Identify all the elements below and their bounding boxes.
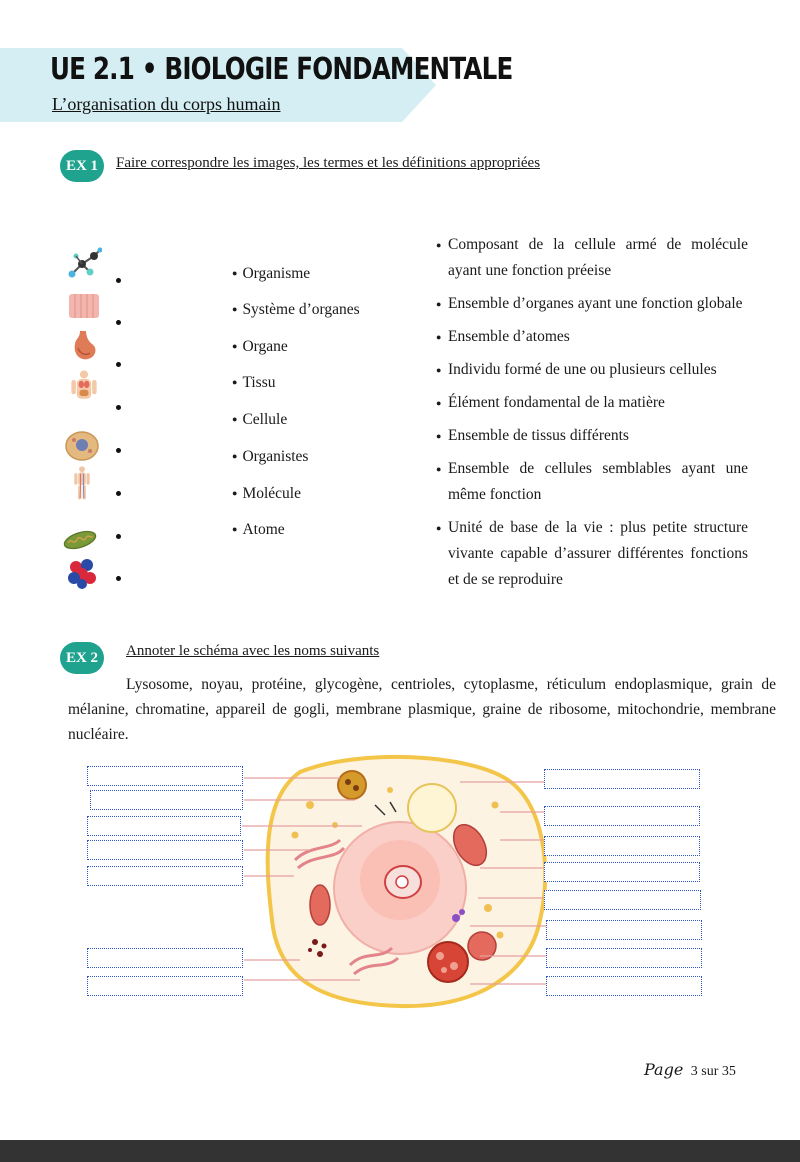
- annotation-box[interactable]: [87, 766, 243, 786]
- annotation-box[interactable]: [544, 806, 700, 826]
- tissue-icon: [66, 288, 102, 324]
- annotation-box[interactable]: [87, 948, 243, 968]
- human-body-icon: [64, 466, 100, 502]
- ex2-badge: EX 2: [60, 642, 104, 674]
- image-match-dot[interactable]: [116, 278, 121, 283]
- definition-item[interactable]: ● Ensemble de tissus différents: [436, 423, 748, 449]
- annotation-box[interactable]: [544, 890, 701, 910]
- term-item[interactable]: ● Tissu: [232, 374, 275, 392]
- annotation-box[interactable]: [87, 816, 241, 836]
- page-word: Page: [644, 1060, 684, 1079]
- term-item[interactable]: ● Système d’organes: [232, 301, 360, 319]
- definition-item[interactable]: ● Ensemble d’atomes: [436, 324, 748, 350]
- image-match-dot[interactable]: [116, 534, 121, 539]
- page-title: UE 2.1 • BIOLOGIE FONDAMENTALE: [50, 52, 513, 87]
- term-item[interactable]: ● Cellule: [232, 411, 287, 429]
- annotation-word-list: Lysosome, noyau, protéine, glycogène, centrioles, cytoplasme, réticulum endoplasmique, grain de mélanine, chromatine, appareil de gogli, membrane plasmique, graine de ribosome, mitochondrie, membrane nucléaire.: [68, 676, 776, 743]
- definition-item[interactable]: ● Composant de la cellule armé de molécule ayant une fonction préeise: [436, 232, 748, 284]
- image-match-dot[interactable]: [116, 491, 121, 496]
- annotation-box[interactable]: [544, 836, 700, 856]
- image-match-dot[interactable]: [116, 320, 121, 325]
- term-item[interactable]: ● Molécule: [232, 485, 301, 503]
- stomach-icon: [66, 328, 102, 364]
- definition-item[interactable]: ● Unité de base de la vie : plus petite structure vivante capable d’assurer différentes fonctions et de se reproduire: [436, 515, 748, 593]
- definition-item[interactable]: ● Ensemble de cellules semblables ayant une même fonction: [436, 456, 748, 508]
- term-item[interactable]: ● Atome: [232, 521, 285, 539]
- footer-bar: [0, 1140, 800, 1162]
- organ-system-icon: [66, 370, 102, 406]
- image-match-dot[interactable]: [116, 576, 121, 581]
- image-match-dot[interactable]: [116, 448, 121, 453]
- term-item[interactable]: ● Organe: [232, 338, 288, 356]
- image-match-dot[interactable]: [116, 405, 121, 410]
- page-info: 3 sur 35: [690, 1064, 736, 1079]
- definition-item[interactable]: ● Individu formé de une ou plusieurs cellules: [436, 357, 748, 383]
- ex1-badge: EX 1: [60, 150, 104, 182]
- molecule-icon: [66, 246, 102, 282]
- annotation-box[interactable]: [546, 948, 702, 968]
- page-number: [644, 1060, 736, 1080]
- annotation-box[interactable]: [87, 976, 243, 996]
- page-subtitle: L’organisation du corps humain: [52, 94, 281, 114]
- term-item[interactable]: ● Organisme: [232, 265, 310, 283]
- definition-item[interactable]: ● Élément fondamental de la matière: [436, 390, 748, 416]
- image-match-dot[interactable]: [116, 362, 121, 367]
- definition-item[interactable]: ● Ensemble d’organes ayant une fonction globale: [436, 291, 748, 317]
- definitions-list: [436, 232, 748, 600]
- ex2-instruction: Annoter le schéma avec les noms suivants: [126, 643, 380, 659]
- cell-icon: [64, 428, 100, 464]
- annotation-box[interactable]: [544, 862, 700, 882]
- mitochondria-icon: [62, 522, 98, 558]
- annotation-box[interactable]: [546, 976, 702, 996]
- term-item[interactable]: ● Organistes: [232, 448, 308, 466]
- ex1-instruction: Faire correspondre les images, les termes et les définitions appropriées: [116, 155, 541, 171]
- atom-icon: [64, 554, 100, 590]
- annotation-box[interactable]: [544, 769, 700, 789]
- annotation-box[interactable]: [546, 920, 702, 940]
- annotation-box[interactable]: [90, 790, 243, 810]
- annotation-box[interactable]: [87, 866, 243, 886]
- annotation-box[interactable]: [87, 840, 243, 860]
